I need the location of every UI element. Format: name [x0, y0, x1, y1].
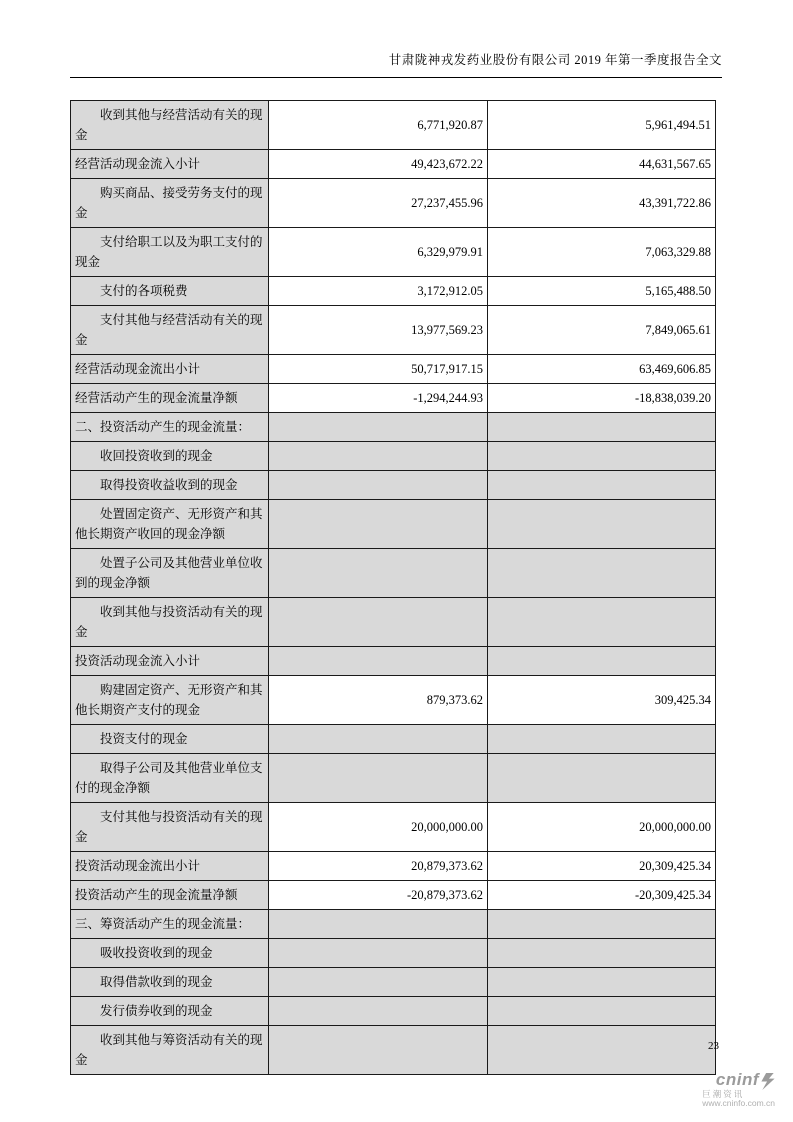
empty-cell-current [269, 471, 488, 500]
row-label: 取得借款收到的现金 [71, 968, 269, 997]
empty-cell-prior [488, 1026, 716, 1075]
row-label: 吸收投资收到的现金 [71, 939, 269, 968]
table-row [71, 803, 716, 852]
empty-cell-current [269, 997, 488, 1026]
table-row [71, 725, 716, 754]
row-label: 投资活动产生的现金流量净额 [71, 881, 269, 910]
empty-cell-current [269, 968, 488, 997]
table-row [71, 179, 716, 228]
lightning-bolt-icon [761, 1073, 775, 1090]
row-label: 收回投资收到的现金 [71, 442, 269, 471]
empty-cell-current [269, 549, 488, 598]
row-label: 投资活动现金流出小计 [71, 852, 269, 881]
empty-cell-prior [488, 500, 716, 549]
empty-cell-prior [488, 647, 716, 676]
row-label: 经营活动产生的现金流量净额 [71, 384, 269, 413]
row-label: 三、筹资活动产生的现金流量： [71, 910, 269, 939]
table-row [71, 968, 716, 997]
empty-cell-prior [488, 471, 716, 500]
amount-cell-current: 13,977,569.23 [269, 306, 488, 355]
table-row [71, 150, 716, 179]
row-label: 经营活动现金流出小计 [71, 355, 269, 384]
cash-flow-table [70, 100, 716, 1075]
amount-cell-prior: 43,391,722.86 [488, 179, 716, 228]
report-title: 甘肃陇神戎发药业股份有限公司 2019 年第一季度报告全文 [388, 53, 722, 67]
table-row [71, 228, 716, 277]
empty-cell-current [269, 442, 488, 471]
empty-cell-prior [488, 997, 716, 1026]
amount-cell-prior: 44,631,567.65 [488, 150, 716, 179]
row-label: 收到其他与经营活动有关的现金 [71, 101, 269, 150]
empty-cell-prior [488, 413, 716, 442]
amount-cell-current: 20,879,373.62 [269, 852, 488, 881]
amount-cell-prior: 309,425.34 [488, 676, 716, 725]
row-label: 经营活动现金流入小计 [71, 150, 269, 179]
empty-cell-current [269, 500, 488, 549]
amount-cell-current: 27,237,455.96 [269, 179, 488, 228]
amount-cell-prior: 5,165,488.50 [488, 277, 716, 306]
empty-cell-prior [488, 442, 716, 471]
empty-cell-prior [488, 939, 716, 968]
table-row [71, 881, 716, 910]
table-row [71, 852, 716, 881]
amount-cell-prior: 7,849,065.61 [488, 306, 716, 355]
amount-cell-current: -1,294,244.93 [269, 384, 488, 413]
row-label: 收到其他与筹资活动有关的现金 [71, 1026, 269, 1075]
empty-cell-current [269, 725, 488, 754]
row-label: 取得子公司及其他营业单位支付的现金净额 [71, 754, 269, 803]
amount-cell-prior: 20,309,425.34 [488, 852, 716, 881]
section-header-row [71, 413, 716, 442]
empty-cell-prior [488, 549, 716, 598]
empty-cell-prior [488, 725, 716, 754]
empty-cell-prior [488, 598, 716, 647]
row-label: 投资支付的现金 [71, 725, 269, 754]
amount-cell-current: 3,172,912.05 [269, 277, 488, 306]
table-row [71, 101, 716, 150]
logo-brand-row [702, 1070, 775, 1090]
table-row [71, 939, 716, 968]
table-row [71, 598, 716, 647]
table-row [71, 754, 716, 803]
row-label: 二、投资活动产生的现金流量： [71, 413, 269, 442]
row-label: 支付其他与投资活动有关的现金 [71, 803, 269, 852]
table-row [71, 647, 716, 676]
table-row [71, 442, 716, 471]
row-label: 发行债券收到的现金 [71, 997, 269, 1026]
row-label: 收到其他与投资活动有关的现金 [71, 598, 269, 647]
row-label: 购建固定资产、无形资产和其他长期资产支付的现金 [71, 676, 269, 725]
row-label: 处置固定资产、无形资产和其他长期资产收回的现金净额 [71, 500, 269, 549]
amount-cell-prior: 63,469,606.85 [488, 355, 716, 384]
cninfo-logo [702, 1070, 775, 1109]
amount-cell-prior: -20,309,425.34 [488, 881, 716, 910]
amount-cell-prior: 7,063,329.88 [488, 228, 716, 277]
amount-cell-prior: 5,961,494.51 [488, 101, 716, 150]
amount-cell-current: 20,000,000.00 [269, 803, 488, 852]
amount-cell-prior: 20,000,000.00 [488, 803, 716, 852]
page-number: 23 [708, 1040, 719, 1052]
page-header [70, 50, 722, 78]
table-row [71, 471, 716, 500]
table-row [71, 384, 716, 413]
empty-cell-current [269, 754, 488, 803]
logo-url: www.cninfo.com.cn [702, 1098, 775, 1109]
table-row [71, 676, 716, 725]
row-label: 投资活动现金流入小计 [71, 647, 269, 676]
empty-cell-prior [488, 754, 716, 803]
amount-cell-current: 6,329,979.91 [269, 228, 488, 277]
section-header-row [71, 910, 716, 939]
row-label: 支付的各项税费 [71, 277, 269, 306]
empty-cell-prior [488, 968, 716, 997]
amount-cell-current: 50,717,917.15 [269, 355, 488, 384]
logo-subtitle: 巨潮资讯 [702, 1088, 745, 1099]
empty-cell-current [269, 413, 488, 442]
amount-cell-current: 879,373.62 [269, 676, 488, 725]
amount-cell-current: 49,423,672.22 [269, 150, 488, 179]
logo-brand-text: cninf [715, 1070, 759, 1089]
amount-cell-current: -20,879,373.62 [269, 881, 488, 910]
table-row [71, 277, 716, 306]
empty-cell-current [269, 910, 488, 939]
table-row [71, 549, 716, 598]
row-label: 处置子公司及其他营业单位收到的现金净额 [71, 549, 269, 598]
table-row [71, 1026, 716, 1075]
table-row [71, 500, 716, 549]
table-row [71, 355, 716, 384]
empty-cell-current [269, 647, 488, 676]
row-label: 支付其他与经营活动有关的现金 [71, 306, 269, 355]
table-row [71, 306, 716, 355]
row-label: 取得投资收益收到的现金 [71, 471, 269, 500]
row-label: 购买商品、接受劳务支付的现金 [71, 179, 269, 228]
table-row [71, 997, 716, 1026]
row-label: 支付给职工以及为职工支付的现金 [71, 228, 269, 277]
empty-cell-current [269, 939, 488, 968]
empty-cell-current [269, 598, 488, 647]
empty-cell-prior [488, 910, 716, 939]
empty-cell-current [269, 1026, 488, 1075]
amount-cell-prior: -18,838,039.20 [488, 384, 716, 413]
amount-cell-current: 6,771,920.87 [269, 101, 488, 150]
